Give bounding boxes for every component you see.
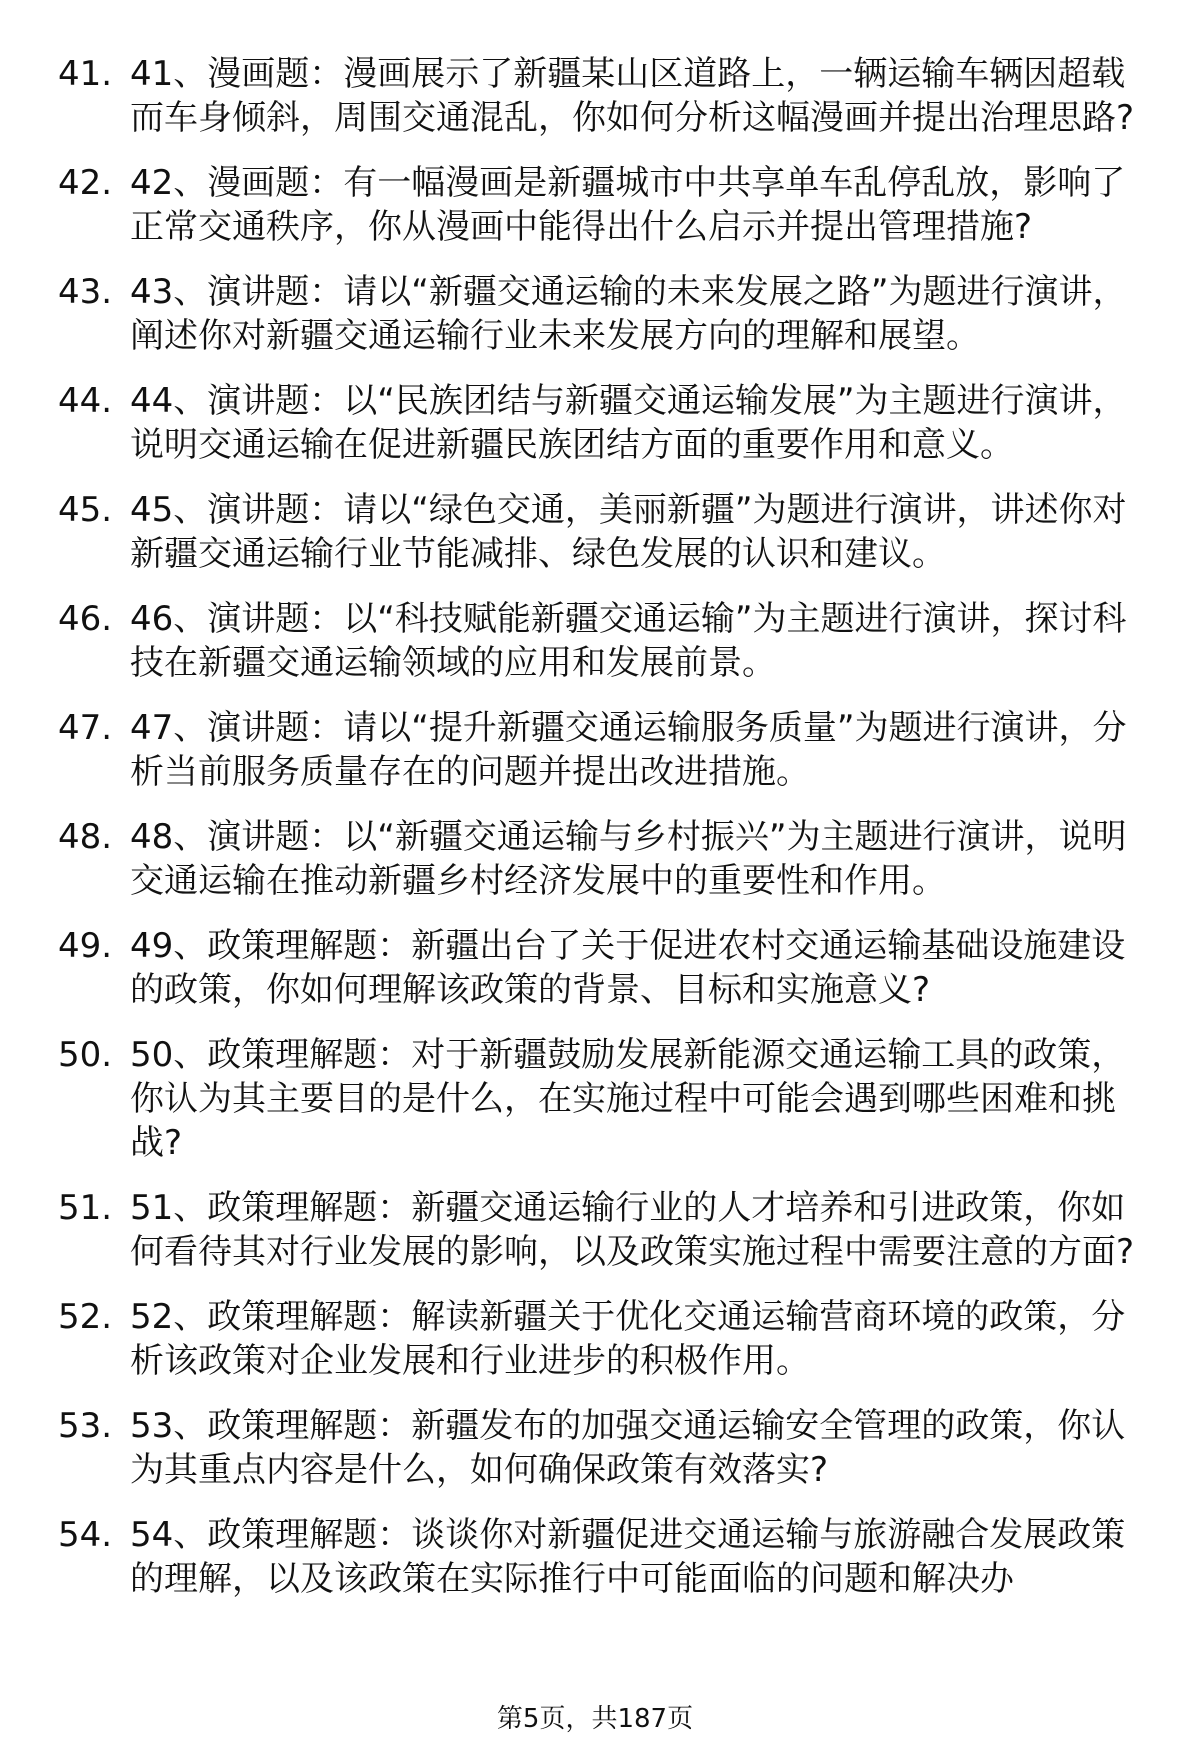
question-item	[58, 1033, 1158, 1165]
question-item	[58, 1186, 1158, 1274]
question-item	[58, 924, 1158, 1012]
question-text: 41、漫画题：漫画展示了新疆某山区道路上，一辆运输车辆因超载而车身倾斜，周围交通混乱，你如何分析这幅漫画并提出治理思路?	[130, 54, 1135, 138]
question-number: 48.	[58, 817, 113, 857]
question-number: 43.	[58, 272, 113, 312]
question-item	[58, 379, 1158, 467]
question-text: 47、演讲题：请以“提升新疆交通运输服务质量”为题进行演讲，分析当前服务质量存在的问题并提出改进措施。	[130, 708, 1127, 792]
question-text: 45、演讲题：请以“绿色交通，美丽新疆”为题进行演讲，讲述你对新疆交通运输行业节能减排、绿色发展的认识和建议。	[130, 490, 1127, 574]
question-text: 44、演讲题：以“民族团结与新疆交通运输发展”为主题进行演讲，说明交通运输在促进新疆民族团结方面的重要作用和意义。	[130, 381, 1127, 465]
question-number: 45.	[58, 490, 113, 530]
question-item	[58, 1513, 1158, 1601]
question-item	[58, 597, 1158, 685]
question-item	[58, 270, 1158, 358]
question-number: 54.	[58, 1515, 113, 1555]
question-number: 53.	[58, 1406, 113, 1446]
question-item	[58, 488, 1158, 576]
question-text: 42、漫画题：有一幅漫画是新疆城市中共享单车乱停乱放，影响了正常交通秩序，你从漫画中能得出什么启示并提出管理措施?	[130, 163, 1126, 247]
question-text: 52、政策理解题：解读新疆关于优化交通运输营商环境的政策，分析该政策对企业发展和行业进步的积极作用。	[130, 1297, 1126, 1381]
question-number: 42.	[58, 163, 113, 203]
question-number: 52.	[58, 1297, 113, 1337]
question-text: 43、演讲题：请以“新疆交通运输的未来发展之路”为题进行演讲，阐述你对新疆交通运输行业未来发展方向的理解和展望。	[130, 272, 1127, 356]
question-text: 51、政策理解题：新疆交通运输行业的人才培养和引进政策，你如何看待其对行业发展的影响，以及政策实施过程中需要注意的方面?	[130, 1188, 1135, 1272]
question-item	[58, 815, 1158, 903]
question-number: 51.	[58, 1188, 113, 1228]
question-number: 50.	[58, 1035, 113, 1075]
question-number: 44.	[58, 381, 113, 421]
question-text: 50、政策理解题：对于新疆鼓励发展新能源交通运输工具的政策，你认为其主要目的是什么，在实施过程中可能会遇到哪些困难和挑战?	[130, 1035, 1126, 1163]
question-number: 41.	[58, 54, 113, 94]
question-number: 49.	[58, 926, 113, 966]
question-text: 53、政策理解题：新疆发布的加强交通运输安全管理的政策，你认为其重点内容是什么，如何确保政策有效落实?	[130, 1406, 1126, 1490]
page-footer: 第5页，共187页	[496, 1704, 694, 1734]
question-text: 48、演讲题：以“新疆交通运输与乡村振兴”为主题进行演讲，说明交通运输在推动新疆乡村经济发展中的重要性和作用。	[130, 817, 1127, 901]
question-text: 54、政策理解题：谈谈你对新疆促进交通运输与旅游融合发展政策的理解，以及该政策在实际推行中可能面临的问题和解决办	[130, 1515, 1126, 1599]
question-item	[58, 706, 1158, 794]
question-item	[58, 1404, 1158, 1492]
question-item	[58, 1295, 1158, 1383]
question-number: 47.	[58, 708, 113, 748]
question-text: 49、政策理解题：新疆出台了关于促进农村交通运输基础设施建设的政策，你如何理解该政策的背景、目标和实施意义?	[130, 926, 1126, 1010]
question-number: 46.	[58, 599, 113, 639]
question-item	[58, 161, 1158, 249]
question-list	[58, 52, 1158, 1622]
question-text: 46、演讲题：以“科技赋能新疆交通运输”为主题进行演讲，探讨科技在新疆交通运输领域的应用和发展前景。	[130, 599, 1127, 683]
question-item	[58, 52, 1158, 140]
